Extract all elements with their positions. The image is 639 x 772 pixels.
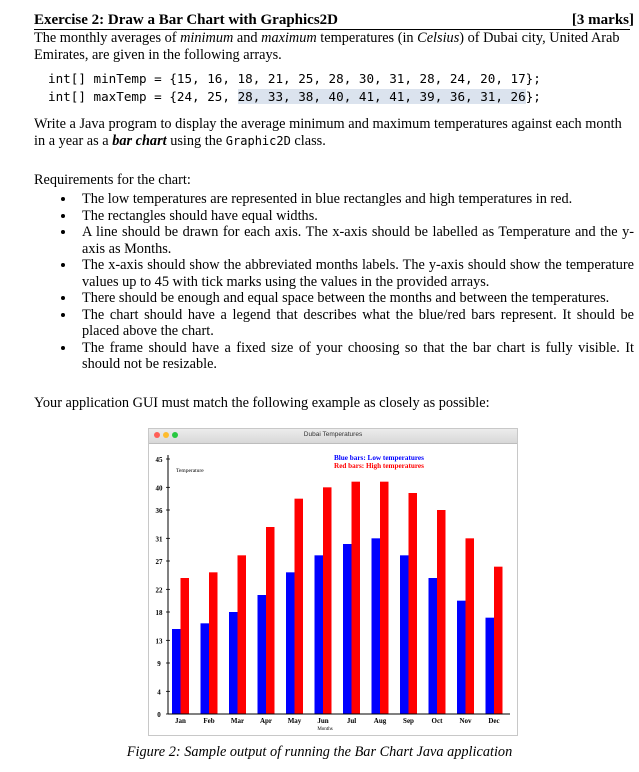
intro-text: The monthly averages of xyxy=(34,30,181,46)
exercise-title: Exercise 2: Draw a Bar Chart with Graphics2D xyxy=(34,12,338,28)
y-tick-label: 22 xyxy=(155,586,163,595)
requirement-item: • The x-axis should show the abbreviated months labels. The y-axis should show the temperature values up to 45 with tick marks using the values in the provided arrays. xyxy=(76,257,634,290)
high-temp-bar xyxy=(380,482,389,714)
low-temp-bar xyxy=(400,555,409,714)
requirement-item: • A line should be drawn for each axis. The x-axis should be labelled as Temperature and the y-axis as Months. xyxy=(76,224,634,257)
x-tick-label: Nov xyxy=(459,717,472,725)
legend-low-temperatures: Blue bars: Low temperatures xyxy=(334,454,424,462)
low-temp-bar xyxy=(315,555,324,714)
intro-text: temperatures (in xyxy=(316,30,418,46)
low-temp-bar xyxy=(258,595,267,714)
x-tick-label: May xyxy=(287,717,302,725)
intro-emphasis: minimum xyxy=(180,30,234,46)
task-text: using the xyxy=(166,133,226,149)
requirements-title: Requirements for the chart: xyxy=(34,172,191,188)
exercise-document xyxy=(34,12,634,412)
x-tick-label: Mar xyxy=(230,717,245,725)
low-temp-bar xyxy=(172,629,181,714)
months-axis-label: Months xyxy=(317,727,333,732)
gui-intro: Your application GUI must match the following example as closely as possible: xyxy=(34,394,490,411)
x-tick-label: Oct xyxy=(431,717,443,725)
x-tick-label: Dec xyxy=(488,717,500,725)
y-tick-label: 18 xyxy=(155,609,163,617)
low-temp-bar xyxy=(201,623,210,714)
requirement-item: • The low temperatures are represented in blue rectangles and high temperatures in red. xyxy=(76,191,634,208)
code-text: }; xyxy=(525,89,541,104)
x-tick-label: Jan xyxy=(175,717,186,725)
intro-text: and xyxy=(233,30,262,46)
intro-text: ) of Dubai city, United Arab Emirates, are given in the following arrays. xyxy=(34,30,620,63)
code-line-maxtemp xyxy=(48,88,634,106)
requirement-item: • The rectangles should have equal widths. xyxy=(76,208,634,225)
task-text: Write a Java program to display the average minimum and maximum temperatures against each month in a year as a xyxy=(34,116,622,149)
y-tick-label: 9 xyxy=(157,660,161,668)
y-tick-label: 27 xyxy=(155,558,163,566)
y-tick-label: 31 xyxy=(155,535,163,544)
exercise-marks: [3 marks] xyxy=(571,12,634,28)
figure-caption: Figure 2: Sample output of running the Bar Chart Java application xyxy=(126,744,513,760)
x-tick-label: Sep xyxy=(403,717,414,725)
app-window xyxy=(148,428,518,736)
temperature-axis-label: Temperature xyxy=(176,468,204,474)
x-tick-label: Jun xyxy=(317,717,329,725)
window-titlebar[interactable] xyxy=(149,429,517,444)
low-temp-bar xyxy=(486,618,495,714)
x-tick-label: Aug xyxy=(373,717,387,725)
high-temp-bar xyxy=(409,493,418,714)
high-temp-bar xyxy=(466,538,475,714)
high-temp-bar xyxy=(494,567,503,714)
y-tick-label: 4 xyxy=(157,688,161,697)
high-temp-bar xyxy=(209,572,218,714)
task-code: Graphic2D xyxy=(225,134,291,148)
code-text: int[] maxTemp = {24, 25, xyxy=(48,89,238,104)
high-temp-bar xyxy=(266,527,275,714)
low-temp-bar xyxy=(372,538,381,714)
task-paragraph xyxy=(34,116,634,150)
requirement-item: • The chart should have a legend that describes what the blue/red bars represent. It should be placed above the chart. xyxy=(76,307,634,340)
y-tick-label: 36 xyxy=(155,507,163,515)
x-tick-label: Apr xyxy=(259,717,273,725)
low-temp-bar xyxy=(229,612,238,714)
high-temp-bar xyxy=(323,487,332,714)
legend-high-temperatures: Red bars: High temperatures xyxy=(334,462,424,470)
high-temp-bar xyxy=(352,482,361,714)
intro-emphasis: Celsius xyxy=(417,30,460,46)
task-emphasis: bar chart xyxy=(112,133,167,149)
y-tick-label: 45 xyxy=(155,456,163,464)
code-line-mintemp: int[] minTemp = {15, 16, 18, 21, 25, 28, 30, 31, 28, 24, 20, 17}; xyxy=(48,71,541,86)
bar-chart xyxy=(149,444,517,736)
high-temp-bar xyxy=(238,555,247,714)
requirement-item: • The frame should have a fixed size of your choosing so that the bar chart is fully visible. It should not be resizable. xyxy=(76,340,634,373)
high-temp-bar xyxy=(181,578,190,714)
high-temp-bar xyxy=(295,499,304,714)
low-temp-bar xyxy=(343,544,352,714)
low-temp-bar xyxy=(286,572,295,714)
exercise-header xyxy=(34,12,634,30)
x-tick-label: Jul xyxy=(346,717,357,725)
intro-paragraph xyxy=(34,30,634,64)
window-title: Dubai Temperatures xyxy=(303,431,363,438)
y-tick-label: 0 xyxy=(157,711,161,719)
code-block xyxy=(48,70,634,106)
task-text: class. xyxy=(290,133,326,149)
intro-emphasis: maximum xyxy=(261,30,317,46)
requirements-list xyxy=(34,191,634,373)
y-tick-label: 13 xyxy=(155,637,163,646)
high-temp-bar xyxy=(437,510,446,714)
low-temp-bar xyxy=(457,601,466,714)
code-highlight: 28, 33, 38, 40, 41, 41, 39, 36, 31, 26 xyxy=(237,89,526,104)
y-tick-label: 40 xyxy=(155,484,163,493)
x-tick-label: Feb xyxy=(203,717,215,725)
requirement-item: • There should be enough and equal space between the months and between the temperatures. xyxy=(76,290,634,307)
low-temp-bar xyxy=(429,578,438,714)
header-rule xyxy=(34,29,630,30)
